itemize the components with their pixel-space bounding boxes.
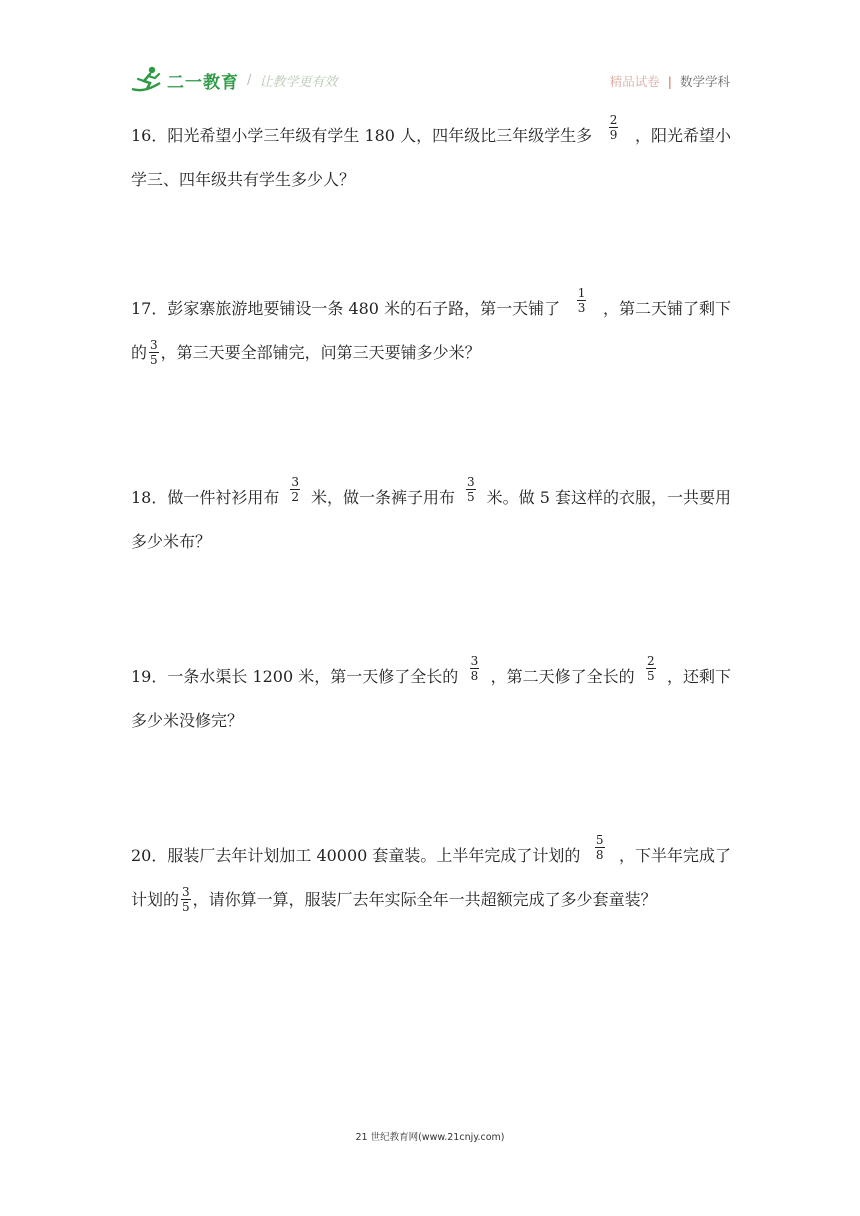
fraction	[595, 833, 605, 877]
numerator: 2	[609, 113, 618, 127]
question-text: 计划的	[131, 890, 180, 909]
fraction	[609, 113, 619, 157]
denominator: 9	[609, 128, 618, 142]
question-text: 的	[131, 343, 148, 362]
question-line	[131, 287, 731, 331]
question-text: ，阳光希望小	[634, 126, 731, 145]
question-17	[131, 287, 731, 375]
question-text: ，第二天铺了剩下	[602, 299, 731, 318]
page-header	[130, 62, 730, 102]
question-text: 米，做一条裤子用布	[310, 488, 455, 507]
question-text: ，第二天修了全长的	[490, 667, 635, 686]
header-divider: |	[667, 73, 672, 89]
question-line	[131, 878, 731, 922]
subject-label: 数学学科	[679, 74, 730, 89]
question-19	[131, 655, 731, 743]
fraction	[466, 475, 476, 519]
question-text: ，下半年完成了	[618, 846, 731, 865]
numerator: 3	[466, 475, 475, 489]
numerator: 3	[182, 885, 190, 899]
header-slash: /	[247, 72, 252, 88]
question-line	[131, 699, 731, 743]
question-text: 多少米没修完？	[131, 711, 244, 730]
numerator: 3	[291, 475, 299, 489]
question-text: 19．一条水渠长 1200 米，第一天修了全长的	[131, 667, 459, 686]
fraction	[290, 475, 300, 519]
question-text: ，还剩下	[666, 667, 731, 686]
denominator: 5	[150, 353, 158, 367]
question-line	[131, 158, 731, 202]
paper-tag: 精品试卷	[609, 74, 660, 89]
question-16	[131, 114, 731, 202]
question-18	[131, 476, 731, 564]
question-text: 17．彭家寨旅游地要铺设一条 480 米的石子路，第一天铺了	[131, 299, 561, 318]
question-line	[131, 331, 731, 375]
denominator: 8	[595, 848, 604, 862]
question-line	[131, 114, 731, 158]
question-line	[131, 476, 731, 520]
question-text: 学三、四年级共有学生多少人？	[131, 170, 356, 189]
header-right	[610, 72, 730, 90]
question-text: ，第三天要全部铺完，问第三天要铺多少米？	[160, 343, 481, 362]
denominator: 5	[466, 490, 475, 504]
brand-logo	[130, 62, 337, 98]
fraction	[470, 654, 480, 698]
runner-logo-icon	[130, 65, 164, 95]
question-text: 20．服装厂去年计划加工 40000 套童装。上半年完成了计划的	[131, 846, 581, 865]
numerator: 3	[150, 338, 158, 352]
question-text: 米。做 5 套这样的衣服，一共要用	[486, 488, 731, 507]
question-20	[131, 834, 731, 922]
fraction	[646, 654, 656, 698]
denominator: 3	[577, 301, 586, 315]
brand-name: 二一教育	[167, 72, 239, 93]
numerator: 5	[595, 833, 604, 847]
fraction	[181, 885, 191, 914]
question-text: 16．阳光希望小学三年级有学生 180 人，四年级比三年级学生多	[131, 126, 593, 145]
page-footer: 21 世纪教育网(www.21cnjy.com)	[355, 1132, 505, 1143]
question-line	[131, 655, 731, 699]
question-text: 多少米布？	[131, 532, 212, 551]
denominator: 5	[182, 900, 190, 914]
brand-slogan: 让教学更有效	[259, 74, 338, 90]
question-line	[131, 834, 731, 878]
numerator: 2	[646, 654, 655, 668]
numerator: 1	[577, 286, 586, 300]
fraction	[577, 286, 587, 330]
fraction	[149, 338, 159, 367]
question-text: ，请你算一算，服装厂去年实际全年一共超额完成了多少套童装？	[192, 890, 657, 909]
question-text: 18．做一件衬衫用布	[131, 488, 280, 507]
denominator: 2	[291, 490, 299, 504]
numerator: 3	[470, 654, 479, 668]
denominator: 5	[646, 669, 655, 683]
denominator: 8	[470, 669, 479, 683]
question-line	[131, 520, 731, 564]
